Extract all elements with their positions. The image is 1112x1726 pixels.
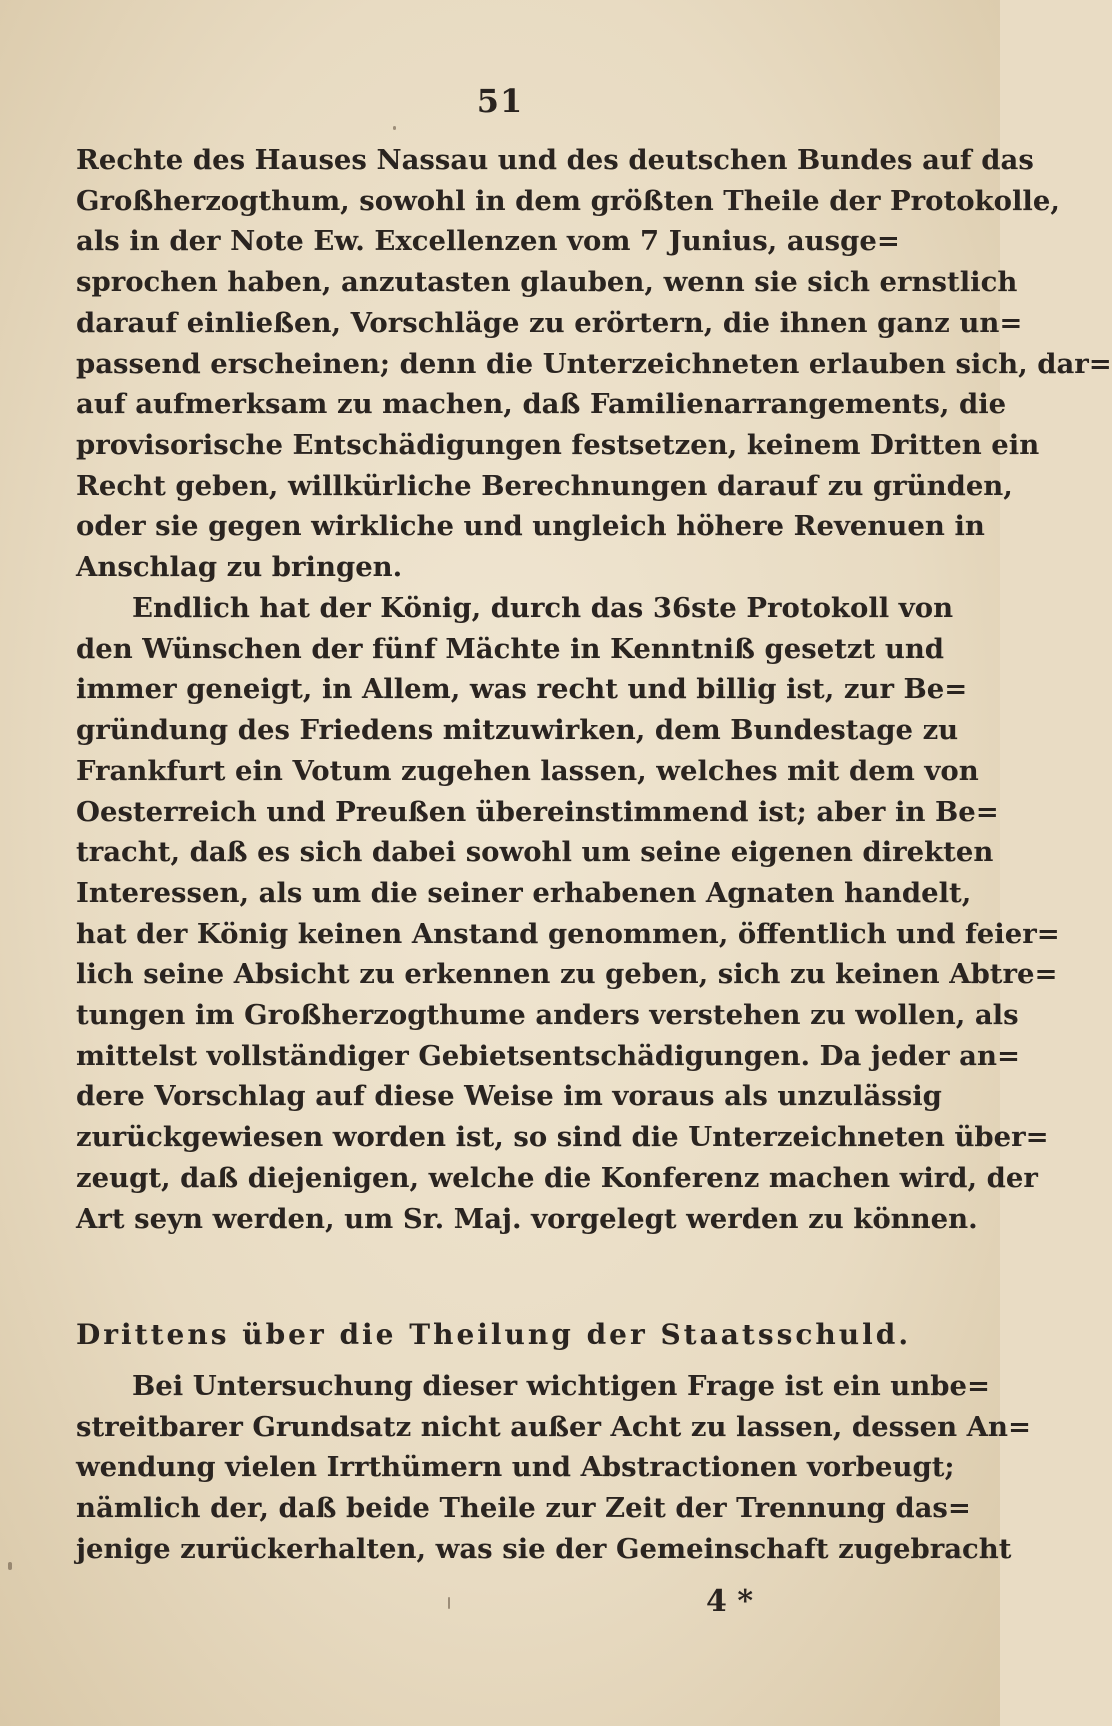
text-line: immer geneigt, in Allem, was recht und billig ist, zur Be= [76, 673, 968, 706]
text-line: Recht geben, willkürliche Berechnungen darauf zu gründen, [76, 469, 1013, 502]
text-line: streitbarer Grundsatz nicht außer Acht zu lassen, dessen An= [76, 1410, 1032, 1443]
text-line: passend erscheinen; denn die Unterzeichneten erlauben sich, dar= [76, 347, 1112, 380]
paper-speck [8, 1562, 12, 1570]
paper-speck [393, 126, 396, 130]
text-line: den Wünschen der fünf Mächte in Kenntniß gesetzt und [76, 632, 945, 665]
text-line: zurückgewiesen worden ist, so sind die Unterzeichneten über= [76, 1121, 1049, 1154]
text-line: wendung vielen Irrthümern und Abstractionen vorbeugt; [76, 1451, 955, 1484]
text-line: Bei Untersuchung dieser wichtigen Frage ist ein unbe= [132, 1370, 991, 1402]
text-line: Großherzogthum, sowohl in dem größten Theile der Protokolle, [76, 184, 1060, 217]
text-line: lich seine Absicht zu erkennen zu geben, sich zu keinen Abtre= [76, 958, 1058, 991]
text-line: Endlich hat der König, durch das 36ste Protokoll von [132, 592, 954, 624]
text-line: tungen im Großherzogthume anders verstehen zu wollen, als [76, 999, 1019, 1032]
text-line: nämlich der, daß beide Theile zur Zeit der Trennung das= [76, 1492, 971, 1525]
text-line: Rechte des Hauses Nassau und des deutschen Bundes auf das [76, 144, 1034, 176]
signature-mark: 4 * [706, 1584, 754, 1619]
text-line: Art seyn werden, um Sr. Maj. vorgelegt werden zu können. [76, 1202, 978, 1235]
text-line: provisorische Entschädigungen festsetzen, keinem Dritten ein [76, 428, 1040, 461]
text-line: dere Vorschlag auf diese Weise im voraus als unzulässig [76, 1080, 942, 1113]
paragraph-1 [76, 140, 1112, 588]
text-line: jenige zurückerhalten, was sie der Gemeinschaft zugebracht [76, 1532, 1012, 1565]
section-heading: Drittens über die Theilung der Staatsschuld. [76, 1318, 912, 1351]
text-line: sprochen haben, anzutasten glauben, wenn sie sich ernstlich [76, 266, 1018, 299]
text-line: gründung des Friedens mitzuwirken, dem Bundestage zu [76, 714, 959, 747]
text-line: auf aufmerksam zu machen, daß Familienarrangements, die [76, 388, 1007, 421]
paper-speck [448, 1597, 450, 1609]
paragraph-2 [76, 588, 1060, 1239]
paragraph-3 [76, 1366, 1032, 1570]
text-line: als in der Note Ew. Excellenzen vom 7 Junius, ausge= [76, 225, 900, 258]
text-line: tracht, daß es sich dabei sowohl um seine eigenen direkten [76, 836, 994, 869]
text-line: Anschlag zu bringen. [76, 551, 403, 584]
text-line: zeugt, daß diejenigen, welche die Konferenz machen wird, der [76, 1161, 1038, 1194]
text-line: Oesterreich und Preußen übereinstimmend ist; aber in Be= [76, 795, 999, 828]
page-number: 51 [476, 82, 524, 120]
text-line: darauf einließen, Vorschläge zu erörtern, die ihnen ganz un= [76, 306, 1023, 339]
text-line: oder sie gegen wirkliche und ungleich höhere Revenuen in [76, 510, 985, 543]
text-line: Frankfurt ein Votum zugehen lassen, welches mit dem von [76, 754, 979, 787]
text-line: Interessen, als um die seiner erhabenen Agnaten handelt, [76, 876, 972, 909]
text-line: mittelst vollständiger Gebietsentschädigungen. Da jeder an= [76, 1039, 1020, 1072]
text-line: hat der König keinen Anstand genommen, öffentlich und feier= [76, 917, 1060, 950]
